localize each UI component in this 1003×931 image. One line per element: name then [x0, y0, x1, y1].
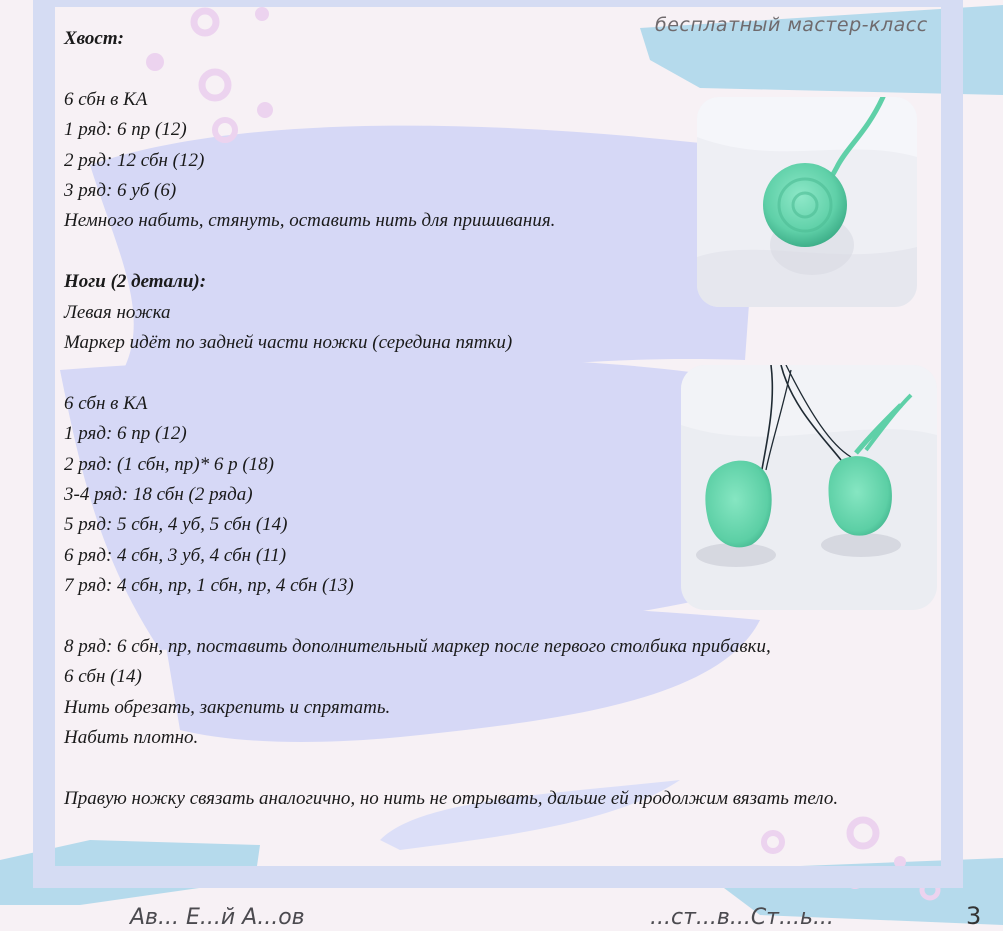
legs-row8-line: 8 ряд: 6 сбн, пр, поставить дополнительный маркер после первого столбика прибавки, [64, 636, 771, 658]
footer-author: Ав... Е...й А...ов [130, 905, 305, 930]
header-title: бесплатный мастер-класс [655, 14, 928, 36]
legs-row: 1 ряд: 6 пр (12) [64, 423, 187, 445]
page-number: 3 [966, 902, 982, 930]
legs-row: 6 ряд: 4 сбн, 3 уб, 4 сбн (11) [64, 544, 287, 566]
legs-row: 6 сбн в КА [64, 392, 148, 414]
footer-handle: ...ст...в...Ст...ь... [650, 905, 834, 930]
legs-row: 5 ряд: 5 сбн, 4 уб, 5 сбн (14) [64, 514, 288, 536]
legs-row8-line: Нить обрезать, закрепить и спрятать. [64, 696, 391, 718]
legs-intro-line: Левая ножка [64, 301, 171, 323]
tail-line: 3 ряд: 6 уб (6) [64, 180, 177, 202]
legs-photo [681, 365, 937, 610]
tail-line: Немного набить, стянуть, оставить нить для пришивания. [64, 210, 556, 232]
tail-line: 2 ряд: 12 сбн (12) [64, 149, 205, 171]
tail-title: Хвост: [64, 28, 124, 49]
legs-row: 3-4 ряд: 18 сбн (2 ряда) [64, 484, 253, 506]
legs-row: 2 ряд: (1 сбн, пр)* 6 р (18) [64, 453, 274, 475]
tail-photo [697, 97, 917, 307]
tail-line: 6 сбн в КА [64, 88, 148, 110]
legs-row: 7 ряд: 4 сбн, пр, 1 сбн, пр, 4 сбн (13) [64, 575, 354, 597]
tail-line: 1 ряд: 6 пр (12) [64, 119, 187, 141]
legs-title: Ноги (2 детали): [64, 271, 207, 293]
legs-row8-line: 6 сбн (14) [64, 666, 142, 688]
legs-row8-line: Набить плотно. [64, 727, 199, 749]
legs-intro-line: Маркер идёт по задней части ножки (середина пятки) [64, 332, 513, 354]
right-leg-note: Правую ножку связать аналогично, но нить не отрывать, дальше ей продолжим вязать тело. [64, 788, 839, 810]
